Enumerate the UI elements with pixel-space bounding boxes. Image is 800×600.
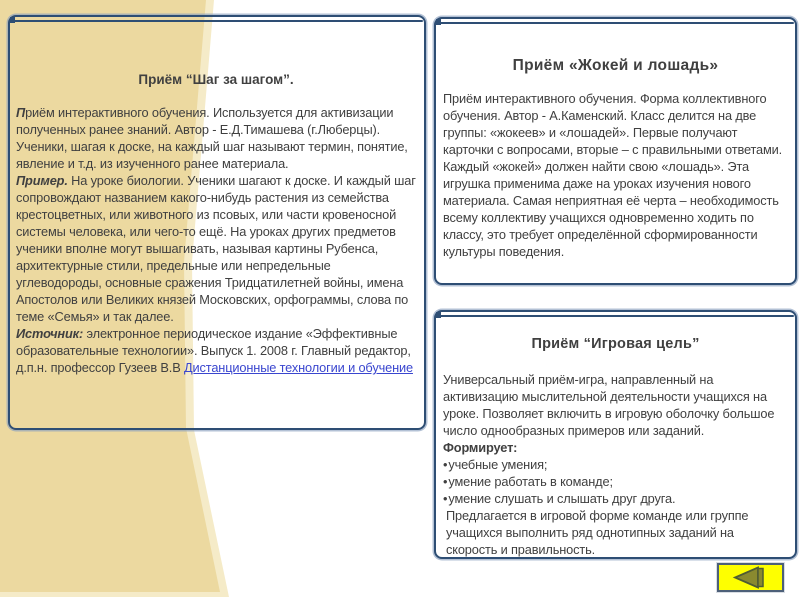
source-text: электронное периодическое издание «Эффективные образовательные технологии». Выпуск 1. 2008 г. Главный редактор, д.п.н. профессор Гузеев В.В bbox=[16, 326, 411, 375]
distance-technologies-link[interactable]: Дистанционные технологии и обучение bbox=[184, 360, 413, 375]
drop-cap: П bbox=[16, 105, 26, 120]
paragraph-source bbox=[16, 325, 416, 376]
bullet-item: • учебные умения; bbox=[443, 456, 788, 473]
game-goal-outro: Предлагается в игровой форме команде или группе учащихся выполнить ряд однотипных заданий на скорость и правильность. bbox=[446, 508, 749, 557]
back-button[interactable] bbox=[717, 563, 784, 592]
panel-jockey-body: Приём интерактивного обучения. Форма коллективного обучения. Автор - А.Каменский. Класс делится на две группы: «жокеев» и «лошадей». Первые получают карточки с вопросами, вторые – с правильными ответами. Каждый «жокей» должен найти свою «лошадь». Эта игрушка применима даже на уроках изучения нового материала. Самая неприятная её черта – необходимость всему коллективу учащихся одновременно ходить по классу, это требует определённой сформированности культуры поведения. bbox=[443, 91, 783, 259]
back-arrow-icon bbox=[727, 566, 774, 589]
game-goal-bullet-list bbox=[443, 456, 788, 507]
source-label: Источник: bbox=[16, 326, 84, 341]
example-text: На уроке биологии. Ученики шагают к доске. И каждый шаг сопровождают названием какого-нибудь растения из семейства крестоцветных, или животного из псовых, или части кровеносной системы человека, или чего-то ещё. На уроках других предметов ученики вполне могут вышагивать, называя картины Рубенса, архитектурные стили, предельные или непредельные углеводороды, основные сражения Тридцатилетней войны, имена Апостолов или Великих князей Московских, орфограммы, слова по теме «Семья» и так далее. bbox=[16, 173, 416, 324]
panel-step-by-step-body bbox=[16, 104, 416, 376]
game-goal-intro: Универсальный приём-игра, направленный на активизацию мыслительной деятельности учащихся на уроке. Позволяет включить в игровую оболочку большое число однообразных примеров или заданий. bbox=[443, 372, 775, 438]
panel-jockey-title: Приём «Жокей и лошадь» bbox=[512, 57, 719, 74]
game-goal-forms-label: Формирует: bbox=[443, 440, 518, 455]
panel-step-by-step-title: Приём “Шаг за шагом”. bbox=[138, 72, 294, 87]
paragraph-description bbox=[16, 104, 416, 172]
paragraph-example bbox=[16, 172, 416, 325]
panel-step-by-step bbox=[8, 15, 426, 430]
panel-game-goal bbox=[434, 310, 797, 559]
panel-jockey-and-horse bbox=[434, 17, 797, 285]
bullet-item: • умение работать в команде; bbox=[443, 473, 788, 490]
description-text: риём интерактивного обучения. Используется для активизации полученных ранее знаний. Автор - Е.Д.Тимашева (г.Люберцы). Ученики, шагая к доске, на каждый шаг называют термин, понятие, явление и т.д. из изученного ранее материала. bbox=[16, 105, 408, 171]
bullet-item: • умение слушать и слышать друг друга. bbox=[443, 490, 788, 507]
example-label: Пример. bbox=[16, 173, 68, 188]
panel-game-goal-title: Приём “Игровая цель” bbox=[531, 336, 700, 352]
